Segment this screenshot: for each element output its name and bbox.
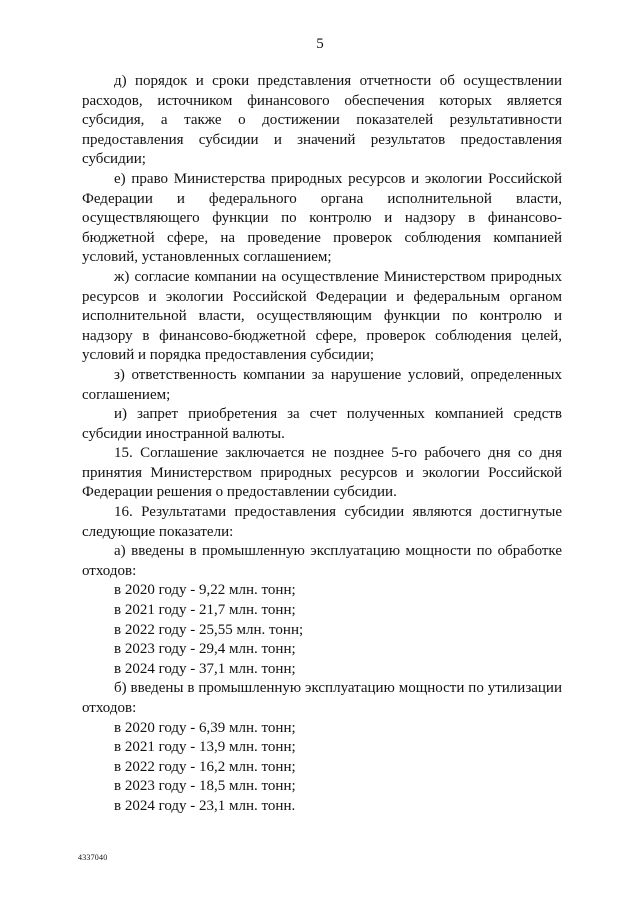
list-item: в 2020 году - 9,22 млн. тонн; bbox=[114, 582, 296, 599]
list-item: в 2024 году - 37,1 млн. тонн; bbox=[114, 660, 296, 677]
page-number: 5 bbox=[316, 36, 324, 52]
paragraph-i: и) запрет приобретения за счет полученных компанией средств субсидии иностранной валюты. bbox=[82, 406, 562, 442]
list-item: в 2021 году - 13,9 млн. тонн; bbox=[114, 739, 296, 756]
list-item: в 2022 году - 25,55 млн. тонн; bbox=[114, 621, 304, 638]
clause-16-b: б) введены в промышленную эксплуатацию мощности по утилизации отходов: bbox=[82, 680, 562, 716]
list-item: в 2021 году - 21,7 млн. тонн; bbox=[114, 602, 296, 619]
clause-15: 15. Соглашение заключается не позднее 5-го рабочего дня со дня принятия Министерством природных ресурсов и экологии Российской Федерации решения о предоставлении субсидии. bbox=[82, 445, 562, 501]
clause-16-a: а) введены в промышленную эксплуатацию мощности по обработке отходов: bbox=[82, 543, 562, 579]
list-item: в 2023 году - 18,5 млн. тонн; bbox=[114, 778, 296, 795]
list-item: в 2022 году - 16,2 млн. тонн; bbox=[114, 758, 296, 775]
paragraph-zh: ж) согласие компании на осуществление Министерством природных ресурсов и экологии Российской Федерации и федеральным органом исполнительной власти, осуществляющим функции по контролю и надзору в финансово-бюджетной сфере, проверок соблюдения целей, условий и порядка предоставления субсидии; bbox=[82, 268, 562, 364]
clause-16: 16. Результатами предоставления субсидии являются достигнутые следующие показатели: bbox=[82, 504, 562, 540]
list-item: в 2020 году - 6,39 млн. тонн; bbox=[114, 719, 296, 736]
list-item: в 2024 году - 23,1 млн. тонн. bbox=[114, 797, 296, 814]
processing-capacity-list bbox=[82, 581, 562, 679]
list-item: в 2023 году - 29,4 млн. тонн; bbox=[114, 641, 296, 658]
paragraph-d: д) порядок и сроки представления отчетности об осуществлении расходов, источником финансового обеспечения которых является субсидия, а также о достижении показателей результативности предоставления субсидии и значений результатов предоставления субсидии; bbox=[82, 73, 562, 168]
document-body bbox=[82, 72, 562, 817]
paragraph-z: з) ответственность компании за нарушение условий, определенных соглашением; bbox=[82, 366, 562, 403]
document-code: 4337040 bbox=[78, 853, 108, 862]
paragraph-e: е) право Министерства природных ресурсов и экологии Российской Федерации и федерального органа исполнительной власти, осуществляющего функции по контролю и надзору в финансово-бюджетной сфере, на проведение проверок соблюдения компанией условий, установленных соглашением; bbox=[82, 170, 562, 266]
utilization-capacity-list bbox=[82, 719, 562, 817]
